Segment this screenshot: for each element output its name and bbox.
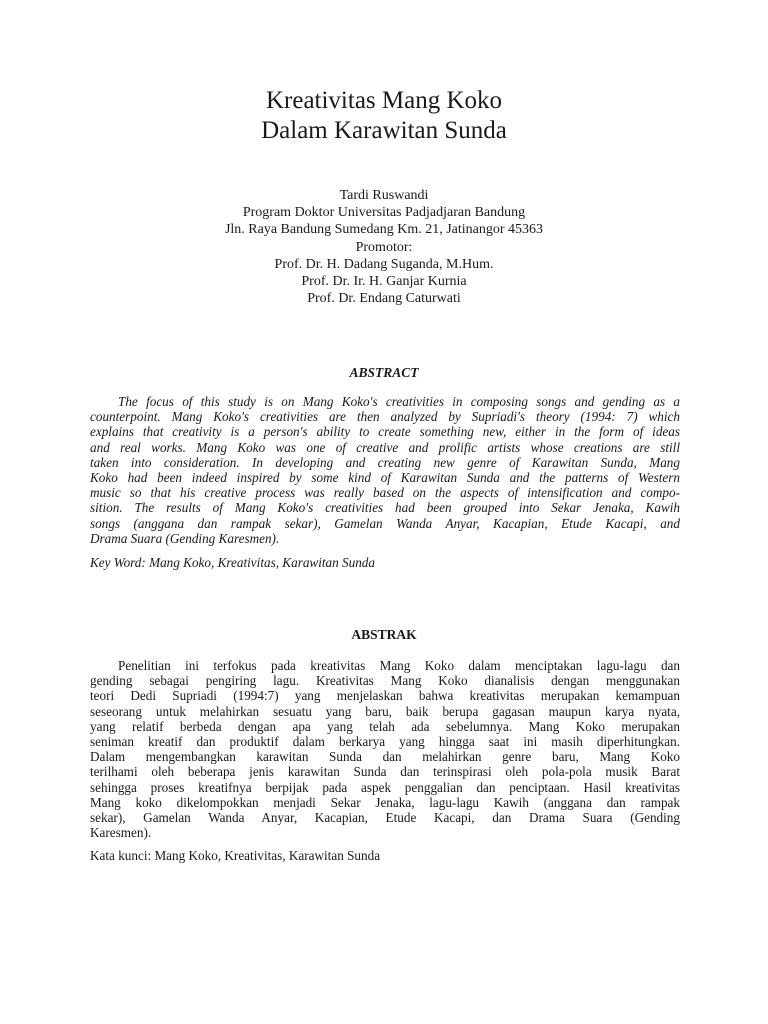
- abstract-keywords: Key Word: Mang Koko, Kreativitas, Karawitan Sunda: [90, 555, 375, 570]
- paragraph-line: Karesmen).: [90, 825, 152, 841]
- paragraph-line: Dalam mengembangkan karawitan Sunda dan melahirkan genre baru, Mang Koko: [90, 749, 680, 765]
- paragraph-line: sehingga proses kreatifnya berpijak pada aspek penggalian dan penciptaan. Hasil kreativitas: [90, 779, 680, 795]
- paragraph-line: gending sebagai pengiring lagu. Kreativitas Mang Koko dianalisis dengan menggunakan: [90, 673, 680, 689]
- paragraph-line: Penelitian ini terfokus pada kreativitas Mang Koko dalam menciptakan lagu-lagu dan: [118, 658, 680, 673]
- paragraph-line: explains that creativity is a person's ability to create something new, either in the form of ideas: [90, 424, 680, 440]
- paragraph-line: Koko had been indeed inspired by some kind of Karawitan Sunda and the patterns of Western: [90, 470, 680, 486]
- title-line-1: Kreativitas Mang Koko: [265, 87, 503, 114]
- author-block: [0, 187, 768, 307]
- paragraph-line: sition. The results of Mang Koko's creativities had been grouped into Sekar Jenaka, Kawih: [90, 500, 680, 516]
- paragraph-line: The focus of this study is on Mang Koko's creativities in composing songs and gending as a: [118, 394, 680, 409]
- author-affiliation: Program Doktor Universitas Padjadjaran Bandung: [242, 205, 526, 221]
- paragraph-line: songs (anggana dan rampak sekar), Gamelan Wanda Anyar, Kacapian, Etude Kacapi, and: [90, 515, 680, 531]
- promotor-3: Prof. Dr. Endang Caturwati: [307, 291, 461, 307]
- paragraph-line: seseorang untuk melahirkan sesuatu yang baru, baik berupa gagasan maupun karya nyata,: [90, 703, 680, 719]
- paper-title: [0, 86, 768, 146]
- author-name: Tardi Ruswandi: [339, 188, 429, 203]
- author-address: Jln. Raya Bandung Sumedang Km. 21, Jatinangor 45363: [224, 222, 544, 238]
- paragraph-line: Drama Suara (Gending Karesmen).: [90, 530, 280, 546]
- paragraph-line: seniman kreatif dan produktif dalam berkarya yang hingga saat ini masih diperhitungkan.: [90, 734, 680, 750]
- abstract-body: [90, 394, 680, 546]
- promotor-2: Prof. Dr. Ir. H. Ganjar Kurnia: [301, 274, 467, 290]
- promotor-label: Promotor:: [355, 239, 413, 255]
- paragraph-line: counterpoint. Mang Koko's creativities are then analyzed by Supriadi's theory (1994: 7) which: [90, 409, 680, 425]
- title-line-2: Dalam Karawitan Sunda: [261, 117, 507, 144]
- paragraph-line: teori Dedi Supriadi (1994:7) yang menjelaskan bahwa kreativitas merupakan kemampuan: [90, 688, 680, 704]
- paragraph-line: sekar), Gamelan Wanda Anyar, Kacapian, Etude Kacapi, dan Drama Suara (Gending: [90, 810, 680, 826]
- paragraph-line: terilhami oleh beberapa jenis karawitan Sunda dan terinspirasi oleh pola-pola musik Barat: [90, 764, 680, 780]
- paragraph-line: and real works. Mang Koko was one of creative and prolific artists whose creations are still: [90, 439, 680, 455]
- paragraph-line: Mang koko dikelompokkan menjadi Sekar Jenaka, lagu-lagu Kawih (anggana dan rampak: [90, 794, 680, 810]
- abstrak-body: [90, 658, 680, 840]
- promotor-1: Prof. Dr. H. Dadang Suganda, M.Hum.: [274, 256, 494, 272]
- abstrak-heading: ABSTRAK: [351, 627, 417, 642]
- paragraph-line: yang relatif berbeda dengan apa yang telah ada sebelumnya. Mang Koko merupakan: [90, 718, 680, 734]
- paragraph-line: music so that his creative process was really based on the aspects of intensification and compo-: [90, 485, 680, 501]
- paragraph-line: taken into consideration. In developing and creating new genre of Karawitan Sunda, Mang: [90, 454, 680, 470]
- abstrak-keywords: Kata kunci: Mang Koko, Kreativitas, Karawitan Sunda: [90, 848, 381, 863]
- abstract-heading: ABSTRACT: [349, 365, 419, 380]
